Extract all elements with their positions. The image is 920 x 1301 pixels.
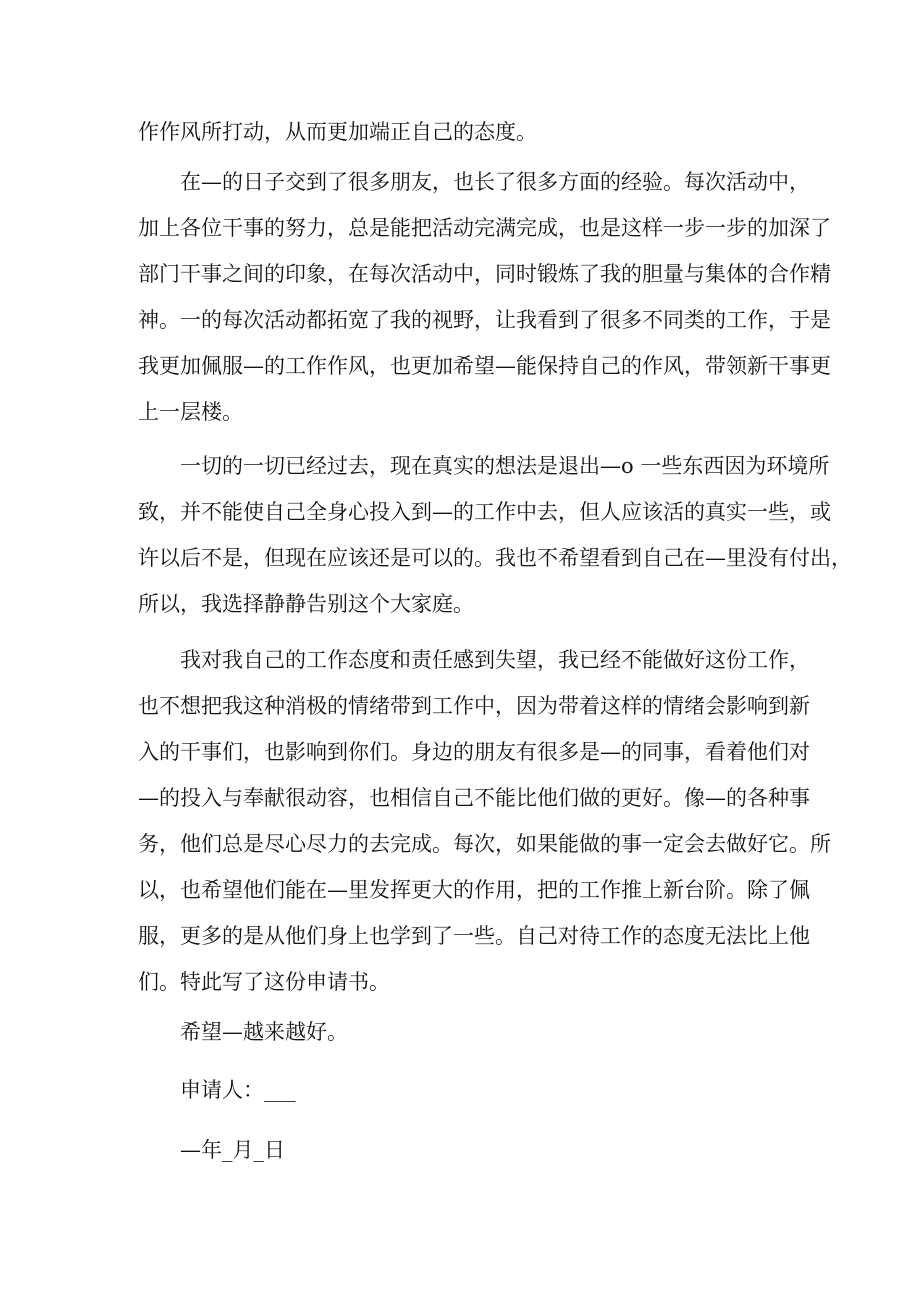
text-line: 服，更多的是从他们身上也学到了一些。自己对待工作的态度无法比上他	[138, 924, 810, 948]
text-line: 许以后不是，但现在应该还是可以的。我也不希望看到自己在—里没有付出，	[138, 546, 852, 570]
text-line: 也不想把我这种消极的情绪带到工作中，因为带着这样的情绪会影响到新	[138, 694, 810, 718]
text-line: 部门干事之间的印象，在每次活动中，同时锻炼了我的胆量与集体的合作精	[138, 262, 831, 286]
text-line: 加上各位干事的努力，总是能把活动完满完成，也是这样一步一步的加深了	[138, 216, 831, 240]
text-line: 神。一的每次活动都拓宽了我的视野，让我看到了很多不同类的工作，于是	[138, 308, 831, 332]
paragraph-line: 我对我自己的工作态度和责任感到失望，我已经不能做好这份工作，	[180, 648, 810, 672]
paragraph-line: 在—的日子交到了很多朋友，也长了很多方面的经验。每次活动中，	[180, 170, 810, 194]
closing-wish: 希望—越来越好。	[180, 1020, 348, 1044]
text-line: 们。特此写了这份申请书。	[138, 970, 390, 994]
applicant-signature: 申请人：___	[180, 1078, 296, 1102]
text-line: —的投入与奉献很动容，也相信自己不能比他们做的更好。像—的各种事	[138, 786, 810, 810]
text-line: 上一层楼。	[138, 400, 243, 424]
text-line: 我更加佩服—的工作作风，也更加希望—能保持自己的作风，带领新干事更	[138, 354, 831, 378]
text-line: 入的干事们，也影响到你们。身边的朋友有很多是—的同事，看着他们对	[138, 740, 810, 764]
text-line: 务，他们总是尽心尽力的去完成。每次，如果能做的事一定会去做好它。所	[138, 832, 831, 856]
text-line: 致，并不能使自己全身心投入到—的工作中去，但人应该活的真实一些，或	[138, 500, 831, 524]
text-line: 以，也希望他们能在—里发挥更大的作用，把的工作推上新台阶。除了佩	[138, 878, 810, 902]
text-line: 作作风所打动，从而更加端正自己的态度。	[138, 120, 537, 144]
date-line: —年_月_日	[180, 1138, 285, 1162]
text-line: 所以，我选择静静告别这个大家庭。	[138, 592, 474, 616]
paragraph-line: 一切的一切已经过去，现在真实的想法是退出—o 一些东西因为环境所	[180, 454, 830, 478]
